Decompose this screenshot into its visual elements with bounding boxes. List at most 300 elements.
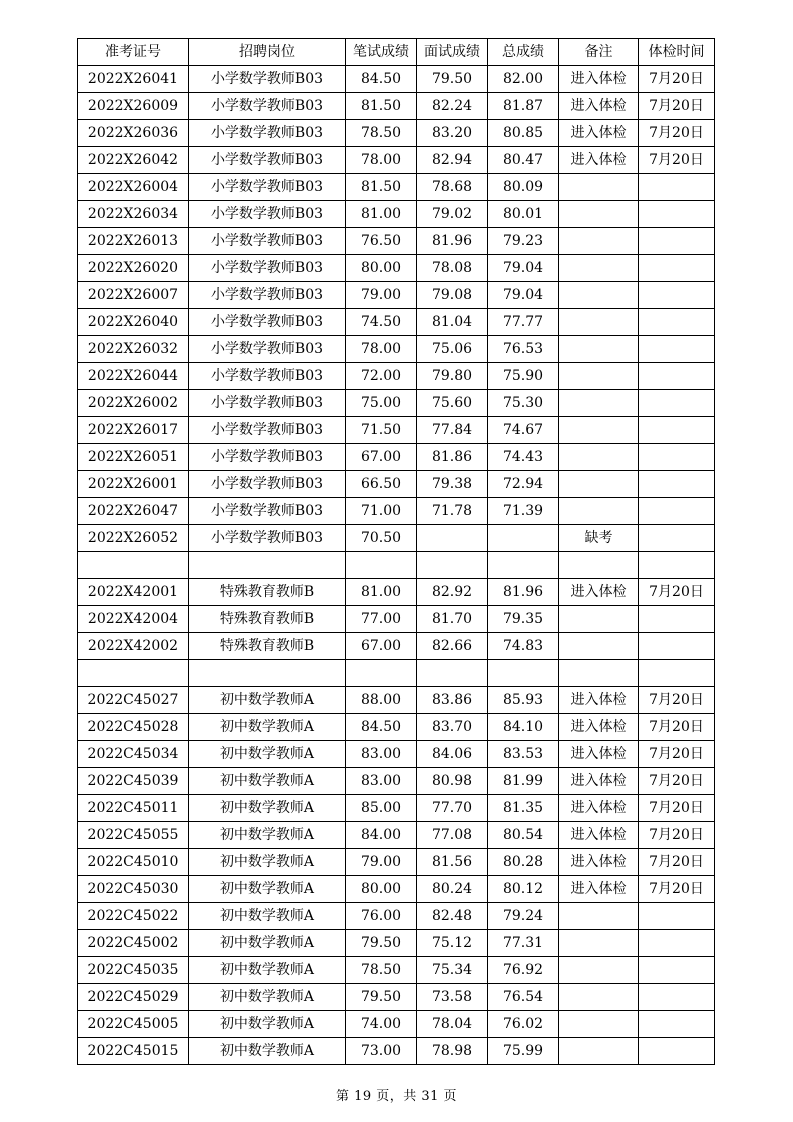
table-row (78, 687, 715, 714)
cell-written-score (346, 660, 417, 687)
cell-interview-score: 78.08 (417, 255, 488, 282)
cell-written-score: 84.50 (346, 66, 417, 93)
cell-exam-id: 2022X26052 (78, 525, 189, 552)
cell-written-score: 70.50 (346, 525, 417, 552)
cell-interview-score: 75.60 (417, 390, 488, 417)
cell-remark: 进入体检 (559, 687, 639, 714)
cell-exam-id: 2022X26042 (78, 147, 189, 174)
header-exam-id: 准考证号 (78, 39, 189, 66)
cell-total-score: 74.67 (488, 417, 559, 444)
cell-position: 小学数学教师B03 (189, 120, 346, 147)
cell-exam-id: 2022X26007 (78, 282, 189, 309)
cell-written-score: 85.00 (346, 795, 417, 822)
cell-remark: 进入体检 (559, 579, 639, 606)
cell-remark: 进入体检 (559, 849, 639, 876)
cell-interview-score: 75.06 (417, 336, 488, 363)
cell-interview-score: 84.06 (417, 741, 488, 768)
cell-exam-date: 7月20日 (639, 795, 715, 822)
cell-remark (559, 1038, 639, 1065)
cell-exam-date (639, 525, 715, 552)
cell-interview-score: 81.56 (417, 849, 488, 876)
cell-total-score: 79.04 (488, 282, 559, 309)
cell-remark: 进入体检 (559, 66, 639, 93)
table-row (78, 714, 715, 741)
cell-written-score: 73.00 (346, 1038, 417, 1065)
cell-position: 初中数学教师A (189, 741, 346, 768)
table-row (78, 120, 715, 147)
cell-total-score: 84.10 (488, 714, 559, 741)
cell-written-score: 81.50 (346, 174, 417, 201)
header-written-score: 笔试成绩 (346, 39, 417, 66)
cell-exam-date (639, 984, 715, 1011)
cell-written-score: 78.00 (346, 147, 417, 174)
table-row (78, 174, 715, 201)
cell-interview-score: 80.98 (417, 768, 488, 795)
cell-written-score: 76.00 (346, 903, 417, 930)
cell-exam-date: 7月20日 (639, 66, 715, 93)
cell-exam-date: 7月20日 (639, 687, 715, 714)
cell-remark (559, 444, 639, 471)
cell-total-score: 80.01 (488, 201, 559, 228)
cell-exam-date (639, 660, 715, 687)
table-row (78, 363, 715, 390)
cell-position: 小学数学教师B03 (189, 363, 346, 390)
cell-interview-score: 77.84 (417, 417, 488, 444)
cell-remark (559, 903, 639, 930)
table-row (78, 525, 715, 552)
header-remark: 备注 (559, 39, 639, 66)
cell-position: 小学数学教师B03 (189, 525, 346, 552)
cell-position: 小学数学教师B03 (189, 66, 346, 93)
cell-exam-date: 7月20日 (639, 741, 715, 768)
cell-exam-id: 2022X26040 (78, 309, 189, 336)
cell-interview-score: 82.48 (417, 903, 488, 930)
cell-exam-id: 2022X26013 (78, 228, 189, 255)
cell-exam-date (639, 903, 715, 930)
cell-remark (559, 984, 639, 1011)
cell-total-score: 79.23 (488, 228, 559, 255)
cell-total-score: 80.09 (488, 174, 559, 201)
cell-written-score: 79.50 (346, 984, 417, 1011)
cell-exam-date (639, 444, 715, 471)
cell-interview-score: 81.04 (417, 309, 488, 336)
cell-exam-id: 2022C45011 (78, 795, 189, 822)
cell-remark (559, 660, 639, 687)
cell-position: 特殊教育教师B (189, 633, 346, 660)
cell-total-score: 77.31 (488, 930, 559, 957)
table-row (78, 228, 715, 255)
cell-remark (559, 282, 639, 309)
cell-remark: 进入体检 (559, 795, 639, 822)
cell-total-score: 80.47 (488, 147, 559, 174)
cell-interview-score: 78.04 (417, 1011, 488, 1038)
cell-exam-id: 2022C45035 (78, 957, 189, 984)
cell-position: 初中数学教师A (189, 957, 346, 984)
cell-remark (559, 201, 639, 228)
cell-remark: 进入体检 (559, 822, 639, 849)
cell-exam-date (639, 606, 715, 633)
cell-exam-date (639, 201, 715, 228)
header-exam-date: 体检时间 (639, 39, 715, 66)
cell-written-score: 78.50 (346, 120, 417, 147)
cell-written-score: 88.00 (346, 687, 417, 714)
cell-exam-id: 2022X26017 (78, 417, 189, 444)
table-row (78, 552, 715, 579)
table-row (78, 93, 715, 120)
score-table (77, 38, 715, 1065)
cell-total-score: 72.94 (488, 471, 559, 498)
cell-position (189, 660, 346, 687)
cell-remark: 进入体检 (559, 120, 639, 147)
cell-remark: 进入体检 (559, 768, 639, 795)
cell-position: 小学数学教师B03 (189, 336, 346, 363)
cell-written-score: 79.50 (346, 930, 417, 957)
cell-interview-score: 79.50 (417, 66, 488, 93)
cell-exam-date (639, 174, 715, 201)
cell-total-score: 81.99 (488, 768, 559, 795)
cell-exam-id: 2022X26051 (78, 444, 189, 471)
cell-total-score: 79.24 (488, 903, 559, 930)
cell-interview-score: 81.96 (417, 228, 488, 255)
cell-interview-score: 81.70 (417, 606, 488, 633)
cell-remark: 进入体检 (559, 93, 639, 120)
cell-exam-date: 7月20日 (639, 822, 715, 849)
cell-position: 小学数学教师B03 (189, 282, 346, 309)
cell-total-score: 81.87 (488, 93, 559, 120)
cell-interview-score: 81.86 (417, 444, 488, 471)
cell-position: 初中数学教师A (189, 1038, 346, 1065)
table-row (78, 822, 715, 849)
table-row (78, 795, 715, 822)
cell-remark (559, 363, 639, 390)
cell-total-score: 79.04 (488, 255, 559, 282)
cell-interview-score: 78.98 (417, 1038, 488, 1065)
cell-written-score: 76.50 (346, 228, 417, 255)
cell-position: 初中数学教师A (189, 984, 346, 1011)
table-row (78, 147, 715, 174)
table-body (78, 66, 715, 1065)
cell-exam-id: 2022X26020 (78, 255, 189, 282)
cell-interview-score (417, 660, 488, 687)
cell-exam-id: 2022C45055 (78, 822, 189, 849)
cell-exam-id: 2022X26041 (78, 66, 189, 93)
cell-interview-score (417, 552, 488, 579)
cell-interview-score: 83.20 (417, 120, 488, 147)
cell-total-score: 80.28 (488, 849, 559, 876)
cell-position: 小学数学教师B03 (189, 93, 346, 120)
cell-position: 小学数学教师B03 (189, 390, 346, 417)
cell-written-score: 81.00 (346, 201, 417, 228)
cell-remark (559, 309, 639, 336)
cell-position: 小学数学教师B03 (189, 255, 346, 282)
cell-written-score: 74.00 (346, 1011, 417, 1038)
cell-interview-score: 82.24 (417, 93, 488, 120)
table-row (78, 903, 715, 930)
cell-written-score: 79.00 (346, 282, 417, 309)
cell-interview-score: 82.94 (417, 147, 488, 174)
cell-interview-score: 77.70 (417, 795, 488, 822)
cell-exam-date (639, 228, 715, 255)
cell-total-score: 74.43 (488, 444, 559, 471)
cell-written-score: 75.00 (346, 390, 417, 417)
table-row (78, 984, 715, 1011)
table-row (78, 498, 715, 525)
cell-total-score: 75.90 (488, 363, 559, 390)
table-row (78, 741, 715, 768)
cell-interview-score: 77.08 (417, 822, 488, 849)
cell-exam-id (78, 660, 189, 687)
cell-exam-id: 2022C45028 (78, 714, 189, 741)
header-total-score: 总成绩 (488, 39, 559, 66)
cell-exam-date: 7月20日 (639, 849, 715, 876)
cell-position: 初中数学教师A (189, 930, 346, 957)
cell-exam-date (639, 363, 715, 390)
cell-exam-id: 2022C45029 (78, 984, 189, 1011)
header-row (78, 39, 715, 66)
cell-position: 初中数学教师A (189, 768, 346, 795)
cell-exam-date: 7月20日 (639, 579, 715, 606)
cell-total-score: 75.99 (488, 1038, 559, 1065)
cell-exam-date (639, 390, 715, 417)
cell-written-score: 78.50 (346, 957, 417, 984)
header-interview-score: 面试成绩 (417, 39, 488, 66)
cell-remark (559, 228, 639, 255)
cell-position: 小学数学教师B03 (189, 147, 346, 174)
cell-written-score: 84.00 (346, 822, 417, 849)
cell-position: 初中数学教师A (189, 903, 346, 930)
cell-interview-score: 82.66 (417, 633, 488, 660)
cell-total-score: 79.35 (488, 606, 559, 633)
table-row (78, 849, 715, 876)
cell-exam-id: 2022X26036 (78, 120, 189, 147)
cell-exam-date: 7月20日 (639, 876, 715, 903)
cell-total-score: 81.96 (488, 579, 559, 606)
cell-total-score: 77.77 (488, 309, 559, 336)
cell-written-score: 80.00 (346, 876, 417, 903)
table-row (78, 336, 715, 363)
cell-interview-score: 75.34 (417, 957, 488, 984)
table-row (78, 876, 715, 903)
cell-total-score: 76.92 (488, 957, 559, 984)
table-row (78, 1011, 715, 1038)
cell-position: 初中数学教师A (189, 849, 346, 876)
cell-remark (559, 552, 639, 579)
cell-exam-date (639, 417, 715, 444)
cell-interview-score: 82.92 (417, 579, 488, 606)
cell-position: 小学数学教师B03 (189, 174, 346, 201)
cell-interview-score (417, 525, 488, 552)
cell-exam-id: 2022C45022 (78, 903, 189, 930)
table-row (78, 201, 715, 228)
cell-exam-date (639, 930, 715, 957)
table-row (78, 768, 715, 795)
cell-remark (559, 390, 639, 417)
cell-exam-id: 2022C45034 (78, 741, 189, 768)
cell-total-score (488, 660, 559, 687)
cell-remark (559, 471, 639, 498)
cell-remark: 进入体检 (559, 147, 639, 174)
cell-written-score: 67.00 (346, 633, 417, 660)
cell-total-score: 85.93 (488, 687, 559, 714)
table-row (78, 1038, 715, 1065)
cell-written-score: 84.50 (346, 714, 417, 741)
cell-exam-date (639, 1038, 715, 1065)
cell-exam-id: 2022X42001 (78, 579, 189, 606)
cell-total-score: 80.85 (488, 120, 559, 147)
cell-exam-date: 7月20日 (639, 120, 715, 147)
table-row (78, 444, 715, 471)
cell-written-score (346, 552, 417, 579)
cell-exam-id: 2022C45005 (78, 1011, 189, 1038)
cell-interview-score: 78.68 (417, 174, 488, 201)
table-row (78, 930, 715, 957)
cell-interview-score: 79.02 (417, 201, 488, 228)
cell-written-score: 79.00 (346, 849, 417, 876)
cell-exam-date (639, 282, 715, 309)
cell-written-score: 80.00 (346, 255, 417, 282)
cell-remark (559, 633, 639, 660)
cell-exam-date (639, 633, 715, 660)
cell-position: 小学数学教师B03 (189, 498, 346, 525)
cell-exam-date (639, 255, 715, 282)
cell-remark: 缺考 (559, 525, 639, 552)
cell-written-score: 67.00 (346, 444, 417, 471)
cell-total-score: 75.30 (488, 390, 559, 417)
cell-exam-date (639, 336, 715, 363)
cell-exam-id: 2022X26044 (78, 363, 189, 390)
cell-exam-date (639, 498, 715, 525)
cell-position: 初中数学教师A (189, 795, 346, 822)
cell-written-score: 83.00 (346, 768, 417, 795)
cell-exam-id: 2022C45015 (78, 1038, 189, 1065)
cell-total-score: 76.53 (488, 336, 559, 363)
cell-position: 小学数学教师B03 (189, 309, 346, 336)
cell-exam-date (639, 471, 715, 498)
cell-exam-date: 7月20日 (639, 768, 715, 795)
cell-total-score: 71.39 (488, 498, 559, 525)
cell-exam-id: 2022X26034 (78, 201, 189, 228)
cell-remark (559, 957, 639, 984)
cell-position: 小学数学教师B03 (189, 471, 346, 498)
cell-written-score: 71.00 (346, 498, 417, 525)
cell-written-score: 81.00 (346, 579, 417, 606)
cell-total-score: 76.54 (488, 984, 559, 1011)
cell-exam-date (639, 552, 715, 579)
cell-remark (559, 1011, 639, 1038)
cell-interview-score: 71.78 (417, 498, 488, 525)
cell-position: 小学数学教师B03 (189, 417, 346, 444)
cell-exam-id: 2022X26004 (78, 174, 189, 201)
cell-interview-score: 73.58 (417, 984, 488, 1011)
table-row (78, 660, 715, 687)
cell-interview-score: 79.38 (417, 471, 488, 498)
cell-exam-id: 2022C45027 (78, 687, 189, 714)
cell-written-score: 83.00 (346, 741, 417, 768)
table-row (78, 66, 715, 93)
cell-exam-id: 2022X42004 (78, 606, 189, 633)
cell-position: 小学数学教师B03 (189, 444, 346, 471)
cell-written-score: 78.00 (346, 336, 417, 363)
table-row (78, 390, 715, 417)
cell-remark (559, 336, 639, 363)
cell-total-score: 76.02 (488, 1011, 559, 1038)
page-number-footer: 第 19 页，共 31 页 (335, 1089, 458, 1104)
cell-exam-id: 2022X42002 (78, 633, 189, 660)
table-row (78, 255, 715, 282)
table-header (78, 39, 715, 66)
table-row (78, 633, 715, 660)
cell-remark: 进入体检 (559, 741, 639, 768)
cell-remark: 进入体检 (559, 876, 639, 903)
cell-remark (559, 930, 639, 957)
cell-remark (559, 174, 639, 201)
cell-interview-score: 79.08 (417, 282, 488, 309)
cell-written-score: 77.00 (346, 606, 417, 633)
cell-position: 初中数学教师A (189, 822, 346, 849)
table-row (78, 471, 715, 498)
cell-interview-score: 83.86 (417, 687, 488, 714)
cell-position (189, 552, 346, 579)
cell-interview-score: 83.70 (417, 714, 488, 741)
cell-position: 特殊教育教师B (189, 606, 346, 633)
cell-total-score (488, 552, 559, 579)
cell-exam-id: 2022X26032 (78, 336, 189, 363)
cell-interview-score: 75.12 (417, 930, 488, 957)
cell-exam-id (78, 552, 189, 579)
cell-total-score: 80.54 (488, 822, 559, 849)
cell-written-score: 72.00 (346, 363, 417, 390)
cell-remark (559, 498, 639, 525)
cell-position: 初中数学教师A (189, 714, 346, 741)
cell-exam-date (639, 957, 715, 984)
table-row (78, 309, 715, 336)
cell-position: 初中数学教师A (189, 1011, 346, 1038)
cell-exam-date (639, 309, 715, 336)
cell-exam-date: 7月20日 (639, 93, 715, 120)
table-row (78, 957, 715, 984)
cell-exam-id: 2022C45010 (78, 849, 189, 876)
cell-exam-id: 2022C45039 (78, 768, 189, 795)
cell-remark (559, 606, 639, 633)
cell-exam-id: 2022X26001 (78, 471, 189, 498)
table-row (78, 417, 715, 444)
header-position: 招聘岗位 (189, 39, 346, 66)
cell-remark (559, 255, 639, 282)
cell-written-score: 74.50 (346, 309, 417, 336)
cell-position: 初中数学教师A (189, 876, 346, 903)
cell-position: 小学数学教师B03 (189, 201, 346, 228)
cell-total-score: 74.83 (488, 633, 559, 660)
cell-exam-id: 2022X26009 (78, 93, 189, 120)
cell-total-score: 80.12 (488, 876, 559, 903)
cell-written-score: 71.50 (346, 417, 417, 444)
cell-remark (559, 417, 639, 444)
cell-written-score: 66.50 (346, 471, 417, 498)
cell-exam-id: 2022X26047 (78, 498, 189, 525)
cell-exam-date: 7月20日 (639, 714, 715, 741)
cell-written-score: 81.50 (346, 93, 417, 120)
cell-position: 初中数学教师A (189, 687, 346, 714)
table-row (78, 606, 715, 633)
cell-remark: 进入体检 (559, 714, 639, 741)
cell-exam-date (639, 1011, 715, 1038)
cell-position: 小学数学教师B03 (189, 228, 346, 255)
cell-exam-id: 2022X26002 (78, 390, 189, 417)
cell-position: 特殊教育教师B (189, 579, 346, 606)
cell-total-score: 81.35 (488, 795, 559, 822)
cell-exam-id: 2022C45030 (78, 876, 189, 903)
cell-total-score: 82.00 (488, 66, 559, 93)
